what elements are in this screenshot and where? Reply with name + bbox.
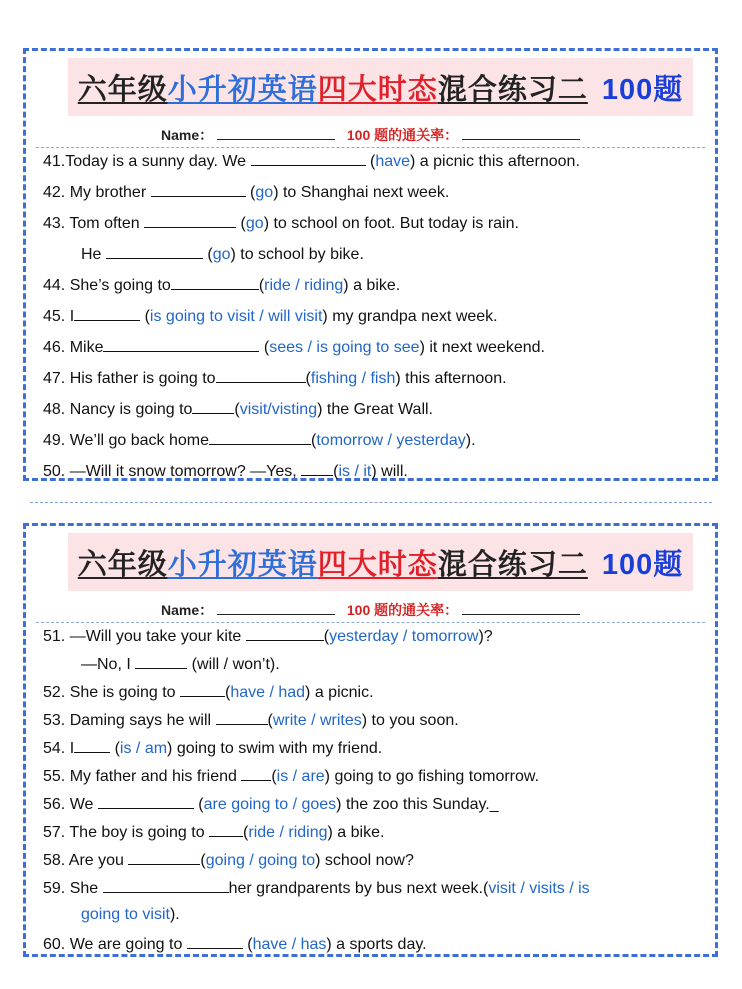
title-banner (68, 58, 693, 116)
question-text: ( (245, 184, 256, 201)
answer-options: yesterday / tomorrow (329, 628, 479, 645)
answer-options: are going to / goes (203, 796, 337, 813)
question-item (43, 738, 382, 758)
question-text: ) a bike. (327, 824, 385, 841)
title-subject: 小升初英语 (167, 548, 318, 581)
answer-blank[interactable] (151, 182, 246, 197)
question-item (81, 654, 280, 674)
question-text: ( (243, 824, 249, 841)
title-subject: 小升初英语 (167, 73, 318, 106)
answer-options: sees / is going to see (269, 339, 420, 356)
name-label: Name： (160, 127, 214, 143)
question-text: ) a sports day. (326, 936, 427, 953)
pass-rate-blank[interactable] (462, 602, 580, 615)
header-divider (36, 622, 705, 623)
title-grade: 六年级 (77, 73, 168, 106)
question-item (43, 275, 400, 295)
question-text: —No, I (81, 656, 136, 673)
answer-blank[interactable] (74, 306, 140, 321)
question-text: )? (478, 628, 493, 645)
question-text: 52. She is going to (43, 684, 180, 701)
answer-blank[interactable] (192, 399, 234, 414)
answer-options: is / it (338, 463, 372, 480)
question-item (43, 430, 476, 450)
answer-blank[interactable] (103, 878, 229, 893)
title-practice: 混合练习二 (437, 73, 588, 106)
question-item (43, 626, 493, 646)
question-text: ) a picnic this afternoon. (410, 153, 580, 170)
answer-blank[interactable] (246, 626, 324, 641)
question-text: 53. Daming says he will (43, 712, 216, 729)
answer-options: visit / visits / is (488, 880, 590, 897)
question-text: ) my grandpa next week. (322, 308, 498, 325)
answer-options: write / writes (272, 712, 362, 729)
question-text: ) the zoo this Sunday._ (336, 796, 499, 813)
answer-blank[interactable] (209, 430, 311, 445)
question-text: ( (258, 277, 265, 294)
answer-options: have / had (230, 684, 306, 701)
name-label: Name： (160, 602, 214, 618)
question-text: ) it next weekend. (419, 339, 545, 356)
answer-blank[interactable] (144, 213, 236, 228)
question-text: 56. We (43, 796, 98, 813)
question-text: ) a bike. (343, 277, 401, 294)
question-item (43, 850, 414, 870)
title-grade: 六年级 (77, 548, 168, 581)
question-text: ( (140, 308, 150, 325)
name-blank[interactable] (217, 602, 335, 615)
question-text: 46. Mike (43, 339, 104, 356)
question-text: 60. We are going to (43, 936, 187, 953)
question-text: 44. She’s going to (43, 277, 171, 294)
title-count: 100题 (601, 73, 684, 106)
question-item (81, 244, 364, 264)
question-text: 51. —Will you take your kite (43, 628, 246, 645)
question-text: ( (224, 684, 231, 701)
question-text: 45. I (43, 308, 75, 325)
question-text: 55. My father and his friend (43, 768, 242, 785)
question-text: ( (271, 768, 277, 785)
question-item (43, 682, 374, 702)
question-text: ( (259, 339, 270, 356)
question-text: ( (236, 215, 246, 232)
answer-options: going to visit (81, 906, 170, 923)
answer-blank[interactable] (187, 934, 243, 949)
answer-options: have / has (252, 936, 327, 953)
title-practice: 混合练习二 (437, 548, 588, 581)
question-text: 58. Are you (43, 852, 129, 869)
question-item (43, 822, 384, 842)
question-text: ( (193, 796, 204, 813)
question-text: ( (333, 463, 339, 480)
pass-rate-blank[interactable] (462, 127, 580, 140)
question-text: 41.Today is a sunny day. We (43, 153, 251, 170)
answer-blank[interactable] (135, 654, 187, 669)
question-text: ) will. (371, 463, 408, 480)
question-text: 49. We’ll go back home (43, 432, 210, 449)
pass-rate-label: 100 题的通关率： (346, 127, 459, 143)
header-divider (36, 147, 705, 148)
question-text: her grandparents by bus next week.( (228, 880, 489, 897)
worksheet-card-2 (23, 523, 718, 957)
question-text: (will / won’t). (187, 656, 280, 673)
question-text: 54. I (43, 740, 75, 757)
question-text: 57. The boy is going to (43, 824, 210, 841)
question-text: ). (169, 906, 180, 923)
answer-blank[interactable] (171, 275, 259, 290)
question-text: ( (305, 370, 311, 387)
question-text: ( (110, 740, 120, 757)
question-text: ( (200, 852, 206, 869)
answer-options: is going to visit / will visit (149, 308, 323, 325)
answer-blank[interactable] (241, 766, 271, 781)
question-text: ) this afternoon. (395, 370, 507, 387)
answer-blank[interactable] (216, 368, 306, 383)
title-banner (68, 533, 693, 591)
question-text: ) to school on foot. But today is rain. (263, 215, 519, 232)
question-text: 48. Nancy is going to (43, 401, 193, 418)
question-text: 50. —Will it snow tomorrow? —Yes, (43, 463, 302, 480)
question-text: ( (242, 936, 253, 953)
answer-blank[interactable] (216, 710, 268, 725)
answer-blank[interactable] (209, 822, 243, 837)
answer-blank[interactable] (128, 850, 200, 865)
answer-options: is / are (276, 768, 325, 785)
pass-rate-label: 100 题的通关率： (346, 602, 459, 618)
question-item (43, 182, 449, 202)
answer-options: visit/visting (239, 401, 318, 418)
question-text: 43. Tom often (43, 215, 145, 232)
question-text: ). (465, 432, 476, 449)
title-tenses: 四大时态 (317, 548, 438, 581)
question-item (43, 766, 539, 786)
answer-options: ride / riding (264, 277, 344, 294)
question-item (43, 461, 408, 481)
question-text: ( (311, 432, 317, 449)
answer-options: ride / riding (248, 824, 328, 841)
answer-blank[interactable] (251, 151, 366, 166)
question-text: ) a picnic. (305, 684, 374, 701)
question-text: ) school now? (315, 852, 414, 869)
answer-options: go (245, 215, 264, 232)
worksheet-card-1 (23, 48, 718, 481)
question-text: 59. She (43, 880, 103, 897)
question-text: ( (365, 153, 376, 170)
name-blank[interactable] (217, 127, 335, 140)
question-item (43, 337, 545, 357)
question-item (43, 399, 433, 419)
answer-blank[interactable] (103, 337, 259, 352)
name-row (26, 600, 715, 620)
title-count: 100题 (601, 548, 684, 581)
answer-options: go (255, 184, 274, 201)
title-tenses: 四大时态 (317, 73, 438, 106)
answer-options: fishing / fish (310, 370, 396, 387)
question-text: ) to Shanghai next week. (273, 184, 450, 201)
question-item (43, 794, 499, 814)
question-text: ( (323, 628, 330, 645)
question-text: ) going to swim with my friend. (167, 740, 383, 757)
answer-blank[interactable] (106, 244, 203, 259)
question-text: ( (202, 246, 213, 263)
answer-blank[interactable] (180, 682, 225, 697)
question-item (43, 306, 498, 326)
question-text: ( (234, 401, 240, 418)
section-divider (30, 502, 712, 503)
answer-options: going / going to (205, 852, 316, 869)
question-text: He (81, 246, 106, 263)
question-item (43, 368, 507, 388)
name-row (26, 125, 715, 145)
question-text: ) going to go fishing tomorrow. (324, 768, 540, 785)
answer-options: is / am (119, 740, 168, 757)
answer-blank[interactable] (74, 738, 110, 753)
question-text: ) to school by bike. (230, 246, 364, 263)
answer-options: go (212, 246, 231, 263)
question-item (43, 213, 519, 233)
question-item (43, 710, 459, 730)
answer-options: tomorrow / yesterday (316, 432, 466, 449)
answer-options: have (375, 153, 411, 170)
question-text: ) to you soon. (361, 712, 459, 729)
question-text: 42. My brother (43, 184, 151, 201)
question-text: ) the Great Wall. (317, 401, 433, 418)
question-item (81, 906, 180, 924)
question-item (43, 934, 427, 954)
question-item (43, 878, 590, 898)
answer-blank[interactable] (98, 794, 194, 809)
question-item (43, 151, 580, 171)
question-text: 47. His father is going to (43, 370, 216, 387)
answer-blank[interactable] (301, 461, 333, 476)
question-text: ( (267, 712, 273, 729)
